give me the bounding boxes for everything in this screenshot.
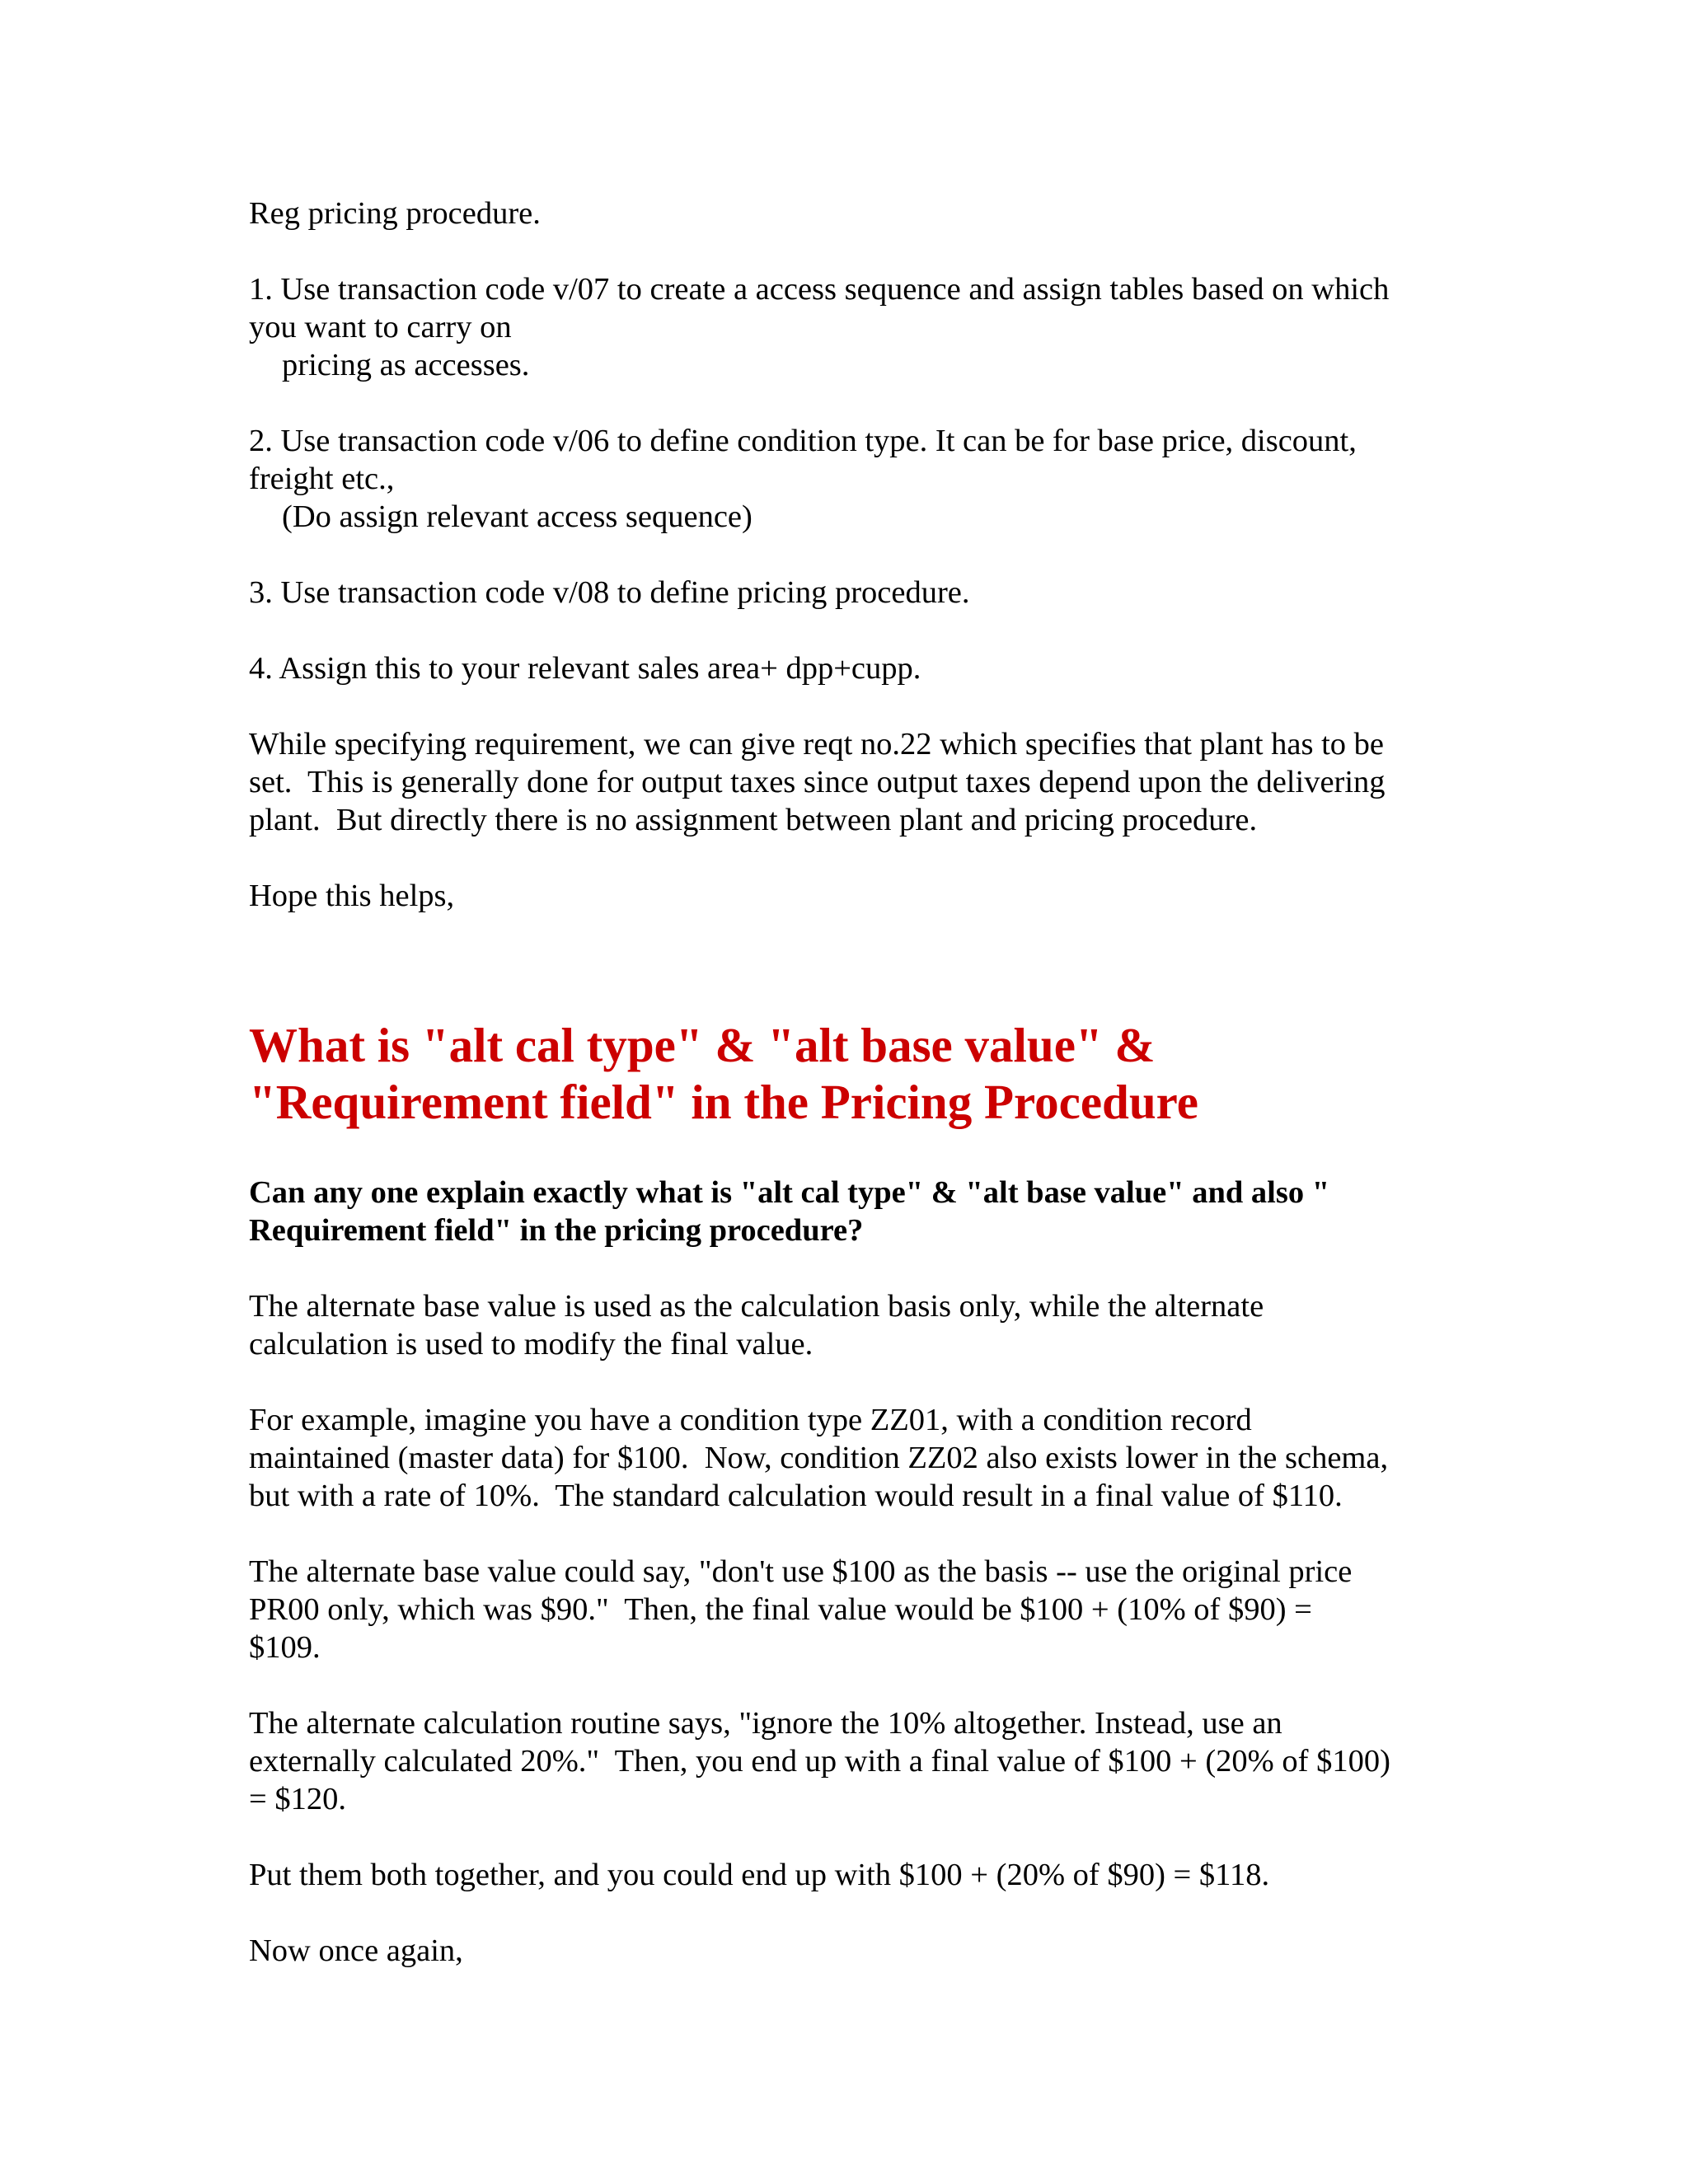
answer-1-line-2: calculation is used to modify the final value. bbox=[249, 1327, 814, 1361]
requirement-paragraph bbox=[249, 725, 1452, 839]
answer-4-line-3: = $120. bbox=[249, 1782, 346, 1816]
step-2 bbox=[249, 422, 1452, 536]
answer-3-line-2: PR00 only, which was $90." Then, the final value would be $100 + (10% of $90) = bbox=[249, 1592, 1312, 1627]
requirement-line-3: plant. But directly there is no assignment between plant and pricing procedure. bbox=[249, 803, 1258, 837]
step-4: 4. Assign this to your relevant sales area+ dpp+cupp. bbox=[249, 651, 921, 686]
step-1-line-3: pricing as accesses. bbox=[282, 348, 530, 382]
answer-4-line-2: externally calculated 20%." Then, you end up with a final value of $100 + (20% of $100) bbox=[249, 1744, 1390, 1779]
answer-2-line-3: but with a rate of 10%. The standard calculation would result in a final value of $110. bbox=[249, 1479, 1343, 1513]
step-1-line-2: you want to carry on bbox=[249, 310, 512, 344]
question-line-2: Requirement field" in the pricing procedure? bbox=[249, 1213, 864, 1248]
document-page bbox=[249, 194, 1452, 1970]
step-1 bbox=[249, 270, 1452, 384]
section-heading-line-2: "Requirement field" in the Pricing Procedure bbox=[249, 1075, 1198, 1129]
step-1-line-1: 1. Use transaction code v/07 to create a access sequence and assign tables based on which bbox=[249, 272, 1390, 307]
question-line-1: Can any one explain exactly what is "alt cal type" & "alt base value" and also " bbox=[249, 1175, 1330, 1210]
answer-2-line-2: maintained (master data) for $100. Now, condition ZZ02 also exists lower in the schema, bbox=[249, 1441, 1389, 1475]
answer-paragraph-1 bbox=[249, 1287, 1452, 1363]
answer-paragraph-5: Put them both together, and you could end up with $100 + (20% of $90) = $118. bbox=[249, 1858, 1270, 1892]
closing-text: Hope this helps, bbox=[249, 879, 455, 913]
section-heading bbox=[249, 1017, 1452, 1131]
answer-3-line-3: $109. bbox=[249, 1630, 321, 1665]
requirement-line-1: While specifying requirement, we can give reqt no.22 which specifies that plant has to be bbox=[249, 727, 1384, 762]
answer-1-line-1: The alternate base value is used as the calculation basis only, while the alternate bbox=[249, 1289, 1264, 1324]
answer-2-line-1: For example, imagine you have a condition type ZZ01, with a condition record bbox=[249, 1403, 1252, 1437]
answer-paragraph-4 bbox=[249, 1704, 1452, 1818]
answer-paragraph-2 bbox=[249, 1401, 1452, 1515]
answer-4-line-1: The alternate calculation routine says, "ignore the 10% altogether. Instead, use an bbox=[249, 1706, 1282, 1741]
intro-title: Reg pricing procedure. bbox=[249, 196, 541, 231]
step-3: 3. Use transaction code v/08 to define pricing procedure. bbox=[249, 575, 970, 610]
question bbox=[249, 1174, 1452, 1249]
step-2-line-3: (Do assign relevant access sequence) bbox=[282, 499, 753, 534]
step-2-line-2: freight etc., bbox=[249, 462, 395, 496]
answer-3-line-1: The alternate base value could say, "don't use $100 as the basis -- use the original price bbox=[249, 1554, 1353, 1589]
answer-paragraph-6: Now once again, bbox=[249, 1933, 463, 1968]
section-heading-line-1: What is "alt cal type" & "alt base value" & bbox=[249, 1018, 1156, 1072]
answer-paragraph-3 bbox=[249, 1553, 1452, 1666]
requirement-line-2: set. This is generally done for output taxes since output taxes depend upon the delivering bbox=[249, 765, 1386, 799]
step-2-line-1: 2. Use transaction code v/06 to define condition type. It can be for base price, discount, bbox=[249, 424, 1357, 458]
